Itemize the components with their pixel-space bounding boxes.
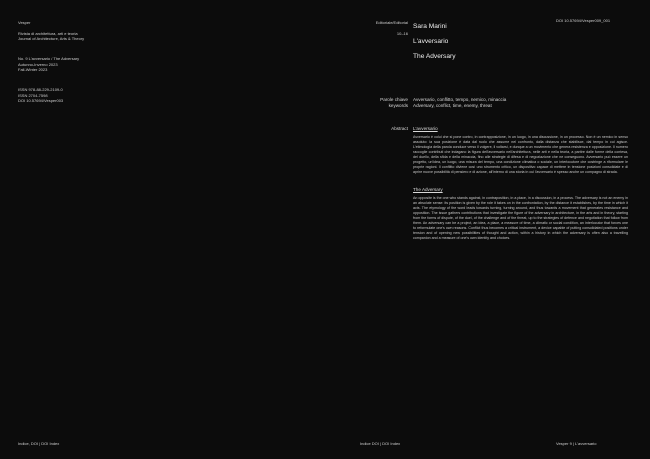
title-italian: L'avversario xyxy=(413,37,449,45)
page-range: 10–16 xyxy=(396,30,408,36)
title-english: The Adversary xyxy=(413,52,456,60)
issn-doi: ISSN 978-88-229-2109-0 ISSN 2704-7598 DOI 10.57694/Vesper003 xyxy=(18,87,64,103)
abstract xyxy=(413,126,628,241)
section-name: Editoriale/Editorial xyxy=(375,20,408,26)
footer-center: Indice DOI | DOI Index xyxy=(360,441,401,446)
abstract-heading-english: The Adversary xyxy=(413,186,443,192)
author-name: Sara Marini xyxy=(413,22,447,30)
abstract-text-english: An opposite is the one who stands against, in contraposition, in a place, in a discussion, in a process. The adversary is not an enemy in an absolute sense: its position is given by the role it takes on in the confrontation, by the distance it establishes, by the time in which it acts. The etymology of the word leads towards turning, turning around, and thus towards a movement that generates resistance and opposition. The issue gathers contributions that investigate the figure of the adversary in architecture, in the arts and in theory, starting from the forms of dispute, of the duel, of the challenge and of the threat, up to the strategies of defence and negotiation that follow from them. An adversary can be a project, an idea, a place, a measure of time, a climatic or social condition, an interlocutor that forces one to reformulate one's own reasons. Conflict thus becomes a critical instrument, a device capable of putting consolidated positions under tension and of opening new possibilities of thought and action, within a history in which the adversary is often also a travelling companion and a measure of one's own identity and choices. xyxy=(413,195,628,240)
footer-right: Vesper 9 | L'avversario xyxy=(556,441,597,446)
journal-name: Vesper xyxy=(18,20,31,26)
issue-info: No. 9 L'avversario / The Adversary Autunno-Inverno 2023 Fall-Winter 2023 xyxy=(18,56,80,72)
left-header xyxy=(18,15,128,108)
keywords-english: Adversary, conflict, time, enemy, threat xyxy=(413,102,492,108)
article-heading xyxy=(413,15,533,68)
abstract-text-italian: Avversario è colui che si pone contro, in contrapposizione, in un luogo, in una discussione, in un processo. Non è un nemico in senso assoluto: la sua posizione è data dal ruolo che assume nel confronto, dalla distanza che stabilisce, dal tempo in cui agisce. L'etimologia della parola conduce verso il volgere, il voltarsi, e dunque a un movimento che genera resistenza e opposizione. Il numero raccoglie contributi che indagano la figura dell'avversario nell'architettura, nelle arti e nella teoria, a partire dalle forme della contesa, del duello, della sfida e della minaccia, fino alle strategie di difesa e di negoziazione che ne conseguono. Avversario può essere un progetto, un'idea, un luogo, una misura del tempo, una condizione climatica o sociale, un interlocutore che costringe a riformulare le proprie ragioni. Il conflitto diviene così uno strumento critico, un dispositivo capace di mettere in tensione posizioni consolidate e di aprire nuove possibilità di pensiero e di azione, all'interno di una storia in cui l'avversario è spesso anche un compagno di strada. xyxy=(413,134,628,174)
keywords xyxy=(413,97,628,108)
keywords-italian: Avversario, conflitto, tempo, nemico, minaccia xyxy=(413,97,507,102)
abstract-label: Abstract xyxy=(391,126,408,131)
footer-left: Indice, DOI | DOI Index xyxy=(18,441,60,446)
keywords-label: Parole chiave keywords xyxy=(380,97,408,108)
article-doi: DOI 10.57694/Vesper009_001 xyxy=(556,18,611,23)
editorial-label xyxy=(340,15,408,41)
journal-subtitle: Rivista di architettura, arti e teoria Journal of Architecture, Arts & Theory xyxy=(18,30,85,41)
abstract-heading-italian: L'avversario xyxy=(413,126,438,131)
